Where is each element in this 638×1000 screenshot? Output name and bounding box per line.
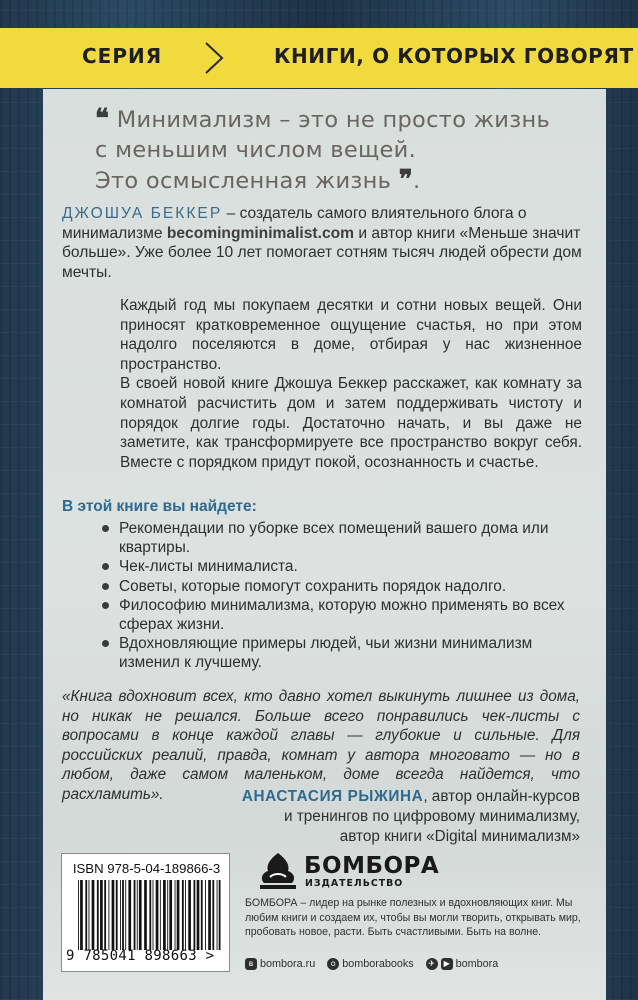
- open-quote-icon: ❝: [95, 104, 110, 134]
- find-list: [102, 519, 582, 673]
- reviewer-credit: и тренингов по цифровому минимализму,: [284, 807, 580, 825]
- reviewer-credit: , автор онлайн-курсов: [423, 788, 580, 805]
- quote-line: с меньшим числом вещей.: [95, 137, 417, 163]
- find-heading: В этой книге вы найдете:: [62, 498, 257, 515]
- epigraph-quote: [95, 104, 575, 196]
- description-paragraph: Каждый год мы покупаем десятки и сотни новых вещей. Они приносят кратковременное ощущение счастья, но при этом надолго поселяются в доме, отбирая у нас жизненное пространство.: [120, 297, 582, 373]
- telegram-icon: ✈: [426, 958, 438, 970]
- isbn-number: ISBN 978-5-04-189866-3: [72, 861, 221, 876]
- reviewer-name: АНАСТАСИЯ РЫЖИНА: [241, 788, 424, 805]
- author-website: becomingminimalist.com: [166, 224, 355, 242]
- publisher-description: БОМБОРА – лидер на рынке полезных и вдохновляющих книг. Мы любим книги и создаем их, чтобы вы могли творить, открывать мир, пробовать новое, расти. Быть счастливыми. Быть на волне.: [245, 897, 581, 939]
- author-bio-text: – создатель самого влиятельного блога о минимализме: [62, 205, 527, 242]
- list-item: Вдохновляющие примеры людей, чьи жизни минимализм изменил к лучшему.: [102, 634, 582, 672]
- social-label: bombora: [455, 958, 499, 970]
- social-link-site[interactable]: [245, 958, 315, 970]
- quote-line: Минимализм – это не просто жизнь: [116, 107, 551, 133]
- close-quote-icon: ❞: [398, 165, 413, 195]
- social-label: bomborabooks: [342, 958, 414, 970]
- publisher-name: БОМБОРА: [304, 853, 440, 879]
- barcode-bars: [76, 880, 222, 950]
- bombora-logo-icon: [256, 851, 300, 891]
- ean-number: 9 785041 898663 >: [66, 948, 215, 964]
- social-link-books[interactable]: [327, 958, 413, 970]
- youtube-icon: ▶: [441, 958, 453, 970]
- chevron-right-icon: [198, 40, 228, 76]
- series-banner: [0, 28, 638, 88]
- reviewer-credit: автор книги «Digital минимализм»: [339, 827, 580, 845]
- vk-icon: в: [245, 958, 257, 970]
- author-name: ДЖОШУА БЕККЕР: [62, 205, 223, 222]
- review-author: [180, 787, 580, 846]
- list-item: Философию минимализма, которую можно применять во всех сферах жизни.: [102, 596, 582, 634]
- social-label: bombora.ru: [260, 958, 316, 970]
- list-item: Советы, которые помогут сохранить порядок надолго.: [102, 577, 582, 596]
- list-item: Чек-листы минималиста.: [102, 557, 582, 576]
- quote-line: Это осмысленная жизнь: [95, 168, 392, 194]
- publisher-social-links: [245, 958, 590, 970]
- description-paragraph: В своей новой книге Джошуа Беккер расскажет, как комнату за комнатой расчистить дом и затем поддерживать чистоту и порядок долгие годы. Достаточно начать, и вы даже не заметите, как трансформируете все пространство вокруг себя. Вместе с порядком придут покой, осознанность и счастье.: [120, 375, 582, 471]
- author-bio-text: и автор книги «Меньше значит больше». Уже более 10 лет помогает сотням тысяч людей обрести дом мечты.: [62, 224, 582, 281]
- series-title: КНИГИ, О КОТОРЫХ ГОВОРЯТ: [274, 44, 634, 68]
- social-link-channels[interactable]: [426, 958, 499, 970]
- publisher-subtitle: ИЗДАТЕЛЬСТВО: [305, 878, 404, 889]
- isbn-barcode: [61, 853, 230, 972]
- quote-end: .: [412, 168, 421, 194]
- book-description: [120, 296, 582, 472]
- list-item: Рекомендации по уборке всех помещений вашего дома или квартиры.: [102, 519, 582, 557]
- author-bio: [62, 204, 587, 282]
- review-quote: «Книга вдохновит всех, кто давно хотел выкинуть лишнее из дома, но никак не решался. Больше всего понравились чек-листы с вопросами в конце каждой главы — глубокие и сильные. Для российских реалий, правда, комнат у автора многовато — но в любом, даже самом маленьком, доме всегда найдется, что расхламить».: [62, 688, 580, 803]
- series-label: СЕРИЯ: [82, 44, 163, 68]
- odnoklassniki-icon: о: [327, 958, 339, 970]
